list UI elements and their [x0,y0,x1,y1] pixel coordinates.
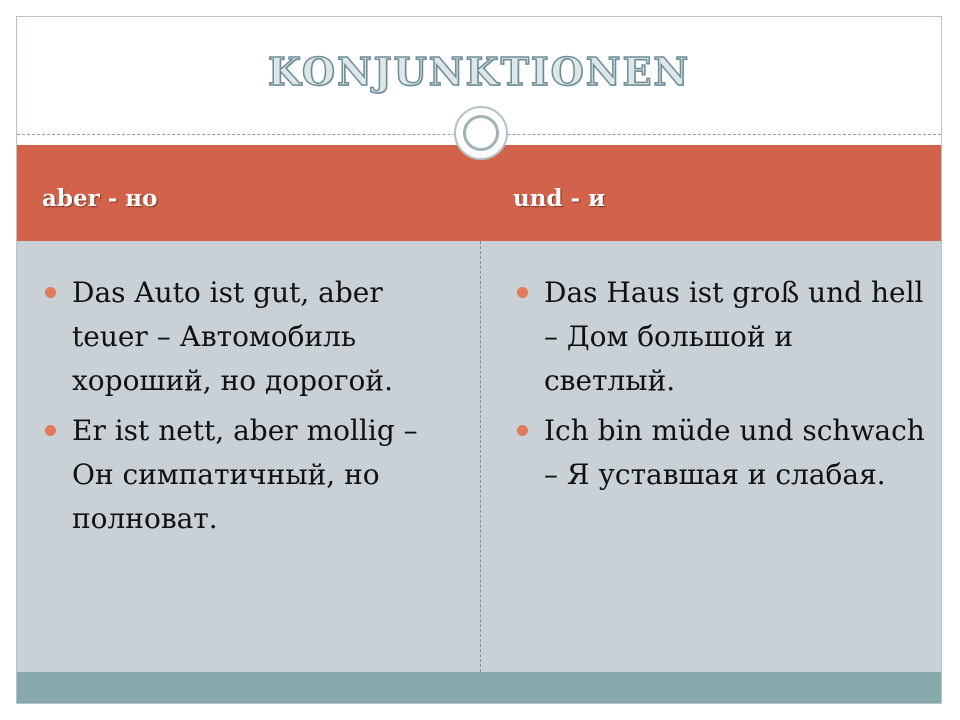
example-text: Das Haus ist groß und hell – Дом большой и светлый. [544,276,924,397]
slide [16,16,942,704]
aber-example-list [41,271,461,547]
list-item [41,409,461,541]
list-item [41,271,461,403]
bullet-dot-icon [45,287,56,298]
example-text: Er ist nett, aber mollig – Он симпатичный, но полноват. [72,414,418,535]
example-text: Ich bin müde und schwach – Я уставшая и слабая. [544,414,925,491]
slide-title: KONJUNKTIONEN [267,49,691,94]
bullet-dot-icon [517,287,528,298]
column-divider [480,241,481,672]
footer-bar [17,672,941,703]
example-text: Das Auto ist gut, aber teuer – Автомобиль хороший, но дорогой. [72,276,393,397]
list-item [513,271,933,403]
und-example-list [513,271,933,503]
list-item [513,409,933,497]
column-heading-aber: aber - но [42,185,158,212]
bullet-dot-icon [517,425,528,436]
bullet-dot-icon [45,425,56,436]
circle-ornament-icon [454,106,508,160]
column-heading-und: und - и [513,185,606,212]
